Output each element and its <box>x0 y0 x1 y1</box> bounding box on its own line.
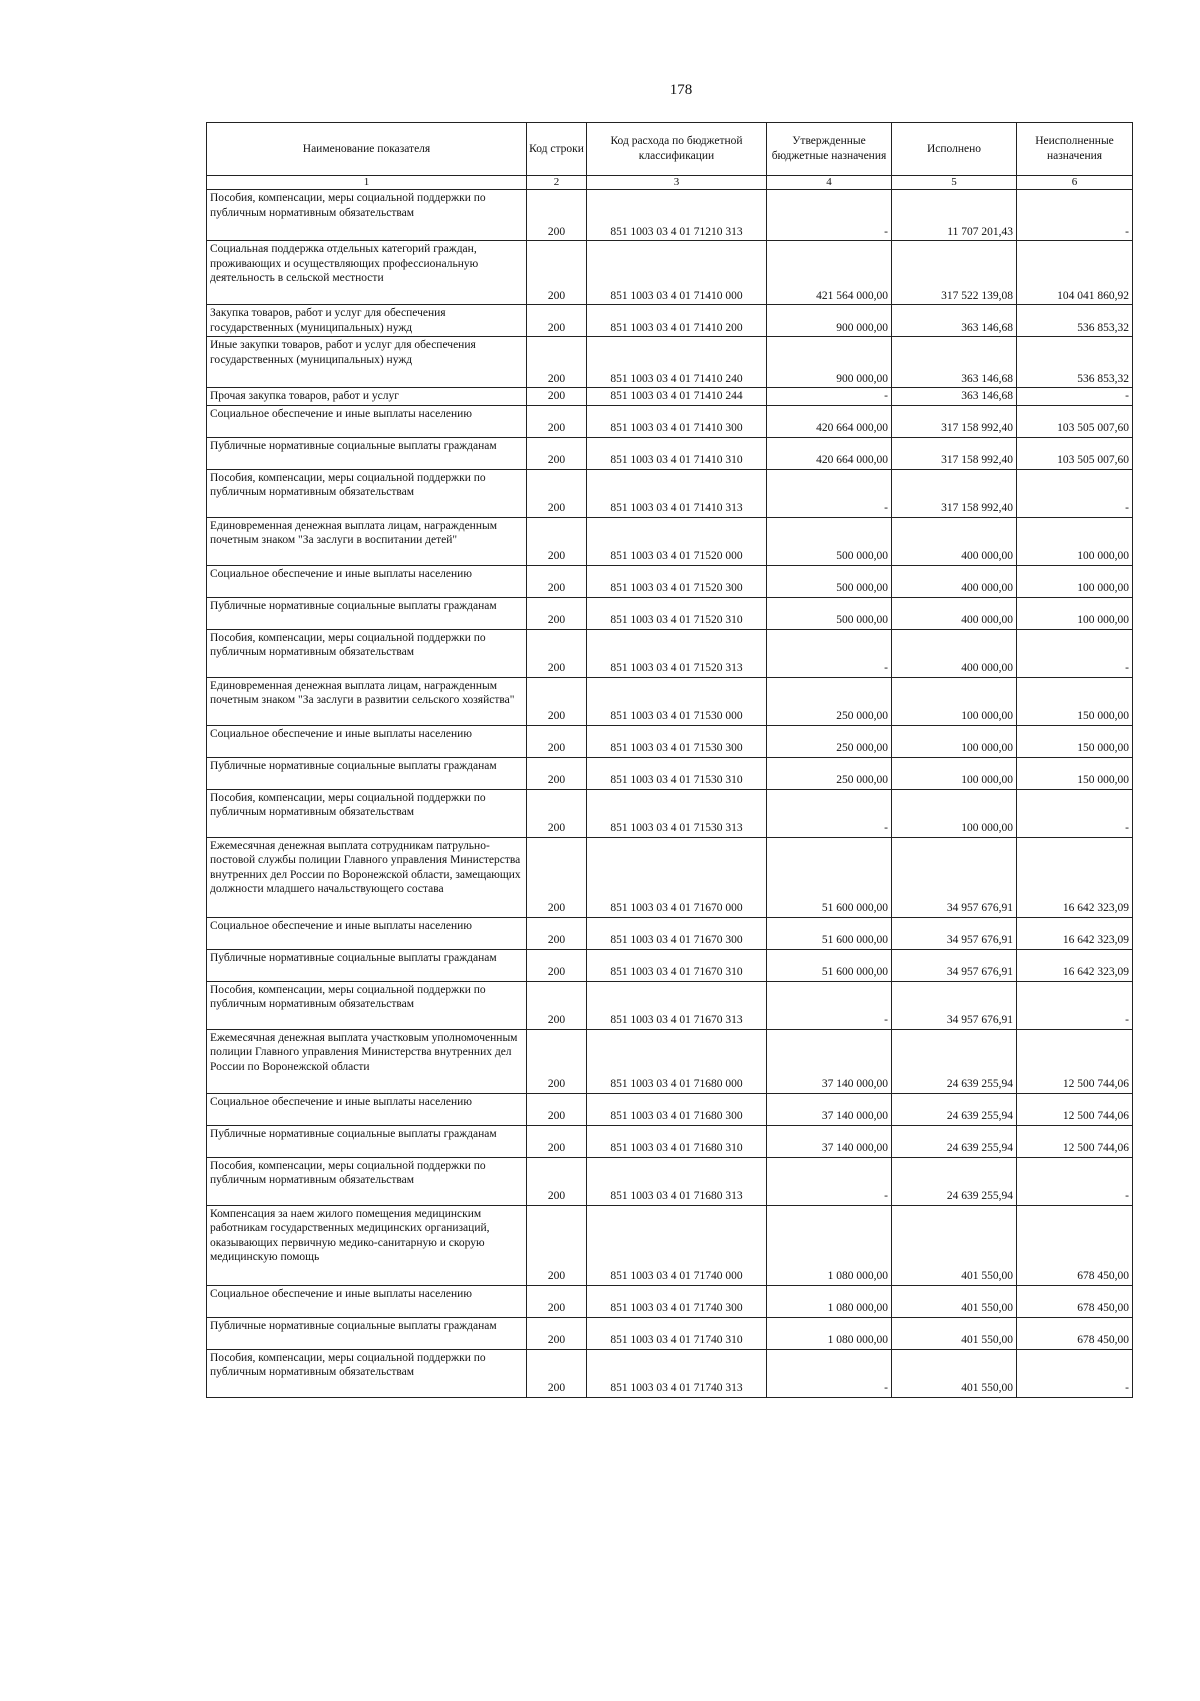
table-header-row <box>207 123 1133 176</box>
row-name: Ежемесячная денежная выплата сотрудникам патрульно-постовой службы полиции Главного управления Министерства внутренних дел России по Воронежской области, замещающих должности младшего начальствующего состава <box>207 837 527 917</box>
row-name: Социальное обеспечение и иные выплаты населению <box>207 917 527 949</box>
row-unexecuted: 12 500 744,06 <box>1017 1125 1133 1157</box>
row-approved: 1 080 000,00 <box>767 1317 892 1349</box>
row-line-code: 200 <box>527 305 587 337</box>
row-approved: 37 140 000,00 <box>767 1029 892 1093</box>
row-budget-code: 851 1003 03 4 01 71530 000 <box>587 677 767 725</box>
row-executed: 317 522 139,08 <box>892 241 1017 305</box>
row-unexecuted: 103 505 007,60 <box>1017 437 1133 469</box>
row-budget-code: 851 1003 03 4 01 71680 310 <box>587 1125 767 1157</box>
table-row <box>207 949 1133 981</box>
row-line-code: 200 <box>527 241 587 305</box>
row-approved: 1 080 000,00 <box>767 1285 892 1317</box>
table-row <box>207 337 1133 388</box>
row-approved: 51 600 000,00 <box>767 917 892 949</box>
page-number: 178 <box>669 82 693 98</box>
row-executed: 24 639 255,94 <box>892 1029 1017 1093</box>
row-budget-code: 851 1003 03 4 01 71680 300 <box>587 1093 767 1125</box>
table-row <box>207 597 1133 629</box>
row-budget-code: 851 1003 03 4 01 71410 200 <box>587 305 767 337</box>
row-name: Единовременная денежная выплата лицам, награжденным почетным знаком "За заслуги в развитии сельского хозяйства" <box>207 677 527 725</box>
row-executed: 24 639 255,94 <box>892 1125 1017 1157</box>
row-budget-code: 851 1003 03 4 01 71530 300 <box>587 725 767 757</box>
table-row <box>207 1205 1133 1285</box>
row-approved: 900 000,00 <box>767 305 892 337</box>
row-budget-code: 851 1003 03 4 01 71740 313 <box>587 1349 767 1397</box>
row-unexecuted: - <box>1017 1157 1133 1205</box>
row-executed: 11 707 201,43 <box>892 190 1017 241</box>
row-name: Публичные нормативные социальные выплаты гражданам <box>207 1317 527 1349</box>
row-budget-code: 851 1003 03 4 01 71740 310 <box>587 1317 767 1349</box>
table-row <box>207 1285 1133 1317</box>
row-unexecuted: 536 853,32 <box>1017 305 1133 337</box>
row-approved: - <box>767 629 892 677</box>
row-name: Социальное обеспечение и иные выплаты населению <box>207 405 527 437</box>
row-executed: 400 000,00 <box>892 517 1017 565</box>
table-row <box>207 757 1133 789</box>
row-line-code: 200 <box>527 597 587 629</box>
row-line-code: 200 <box>527 1205 587 1285</box>
row-approved: - <box>767 1349 892 1397</box>
row-approved: 250 000,00 <box>767 725 892 757</box>
row-executed: 317 158 992,40 <box>892 437 1017 469</box>
row-approved: 51 600 000,00 <box>767 949 892 981</box>
row-approved: 37 140 000,00 <box>767 1093 892 1125</box>
row-approved: 900 000,00 <box>767 337 892 388</box>
row-unexecuted: 150 000,00 <box>1017 725 1133 757</box>
row-executed: 317 158 992,40 <box>892 469 1017 517</box>
table-row <box>207 469 1133 517</box>
row-line-code: 200 <box>527 1029 587 1093</box>
row-name: Пособия, компенсации, меры социальной поддержки по публичным нормативным обязательствам <box>207 629 527 677</box>
row-budget-code: 851 1003 03 4 01 71670 000 <box>587 837 767 917</box>
column-number: 3 <box>587 176 767 190</box>
row-budget-code: 851 1003 03 4 01 71680 313 <box>587 1157 767 1205</box>
header-executed: Исполнено <box>892 123 1017 176</box>
row-budget-code: 851 1003 03 4 01 71740 000 <box>587 1205 767 1285</box>
row-unexecuted: 103 505 007,60 <box>1017 405 1133 437</box>
column-number-row <box>207 176 1133 190</box>
row-unexecuted: - <box>1017 388 1133 406</box>
header-unexecuted: Неисполненные назначения <box>1017 123 1133 176</box>
row-name: Публичные нормативные социальные выплаты гражданам <box>207 949 527 981</box>
column-number: 4 <box>767 176 892 190</box>
row-name: Публичные нормативные социальные выплаты гражданам <box>207 757 527 789</box>
row-executed: 363 146,68 <box>892 305 1017 337</box>
row-unexecuted: 150 000,00 <box>1017 757 1133 789</box>
row-unexecuted: 12 500 744,06 <box>1017 1029 1133 1093</box>
row-line-code: 200 <box>527 629 587 677</box>
row-unexecuted: 16 642 323,09 <box>1017 837 1133 917</box>
row-unexecuted: 12 500 744,06 <box>1017 1093 1133 1125</box>
table-row <box>207 1317 1133 1349</box>
row-line-code: 200 <box>527 981 587 1029</box>
row-budget-code: 851 1003 03 4 01 71520 313 <box>587 629 767 677</box>
row-approved: 1 080 000,00 <box>767 1205 892 1285</box>
table-row <box>207 517 1133 565</box>
row-name: Публичные нормативные социальные выплаты гражданам <box>207 597 527 629</box>
row-budget-code: 851 1003 03 4 01 71410 000 <box>587 241 767 305</box>
row-budget-code: 851 1003 03 4 01 71410 300 <box>587 405 767 437</box>
table-row <box>207 1157 1133 1205</box>
row-unexecuted: 678 450,00 <box>1017 1205 1133 1285</box>
row-executed: 100 000,00 <box>892 677 1017 725</box>
table-row <box>207 388 1133 406</box>
row-executed: 24 639 255,94 <box>892 1157 1017 1205</box>
row-unexecuted: 100 000,00 <box>1017 517 1133 565</box>
row-line-code: 200 <box>527 949 587 981</box>
table-row <box>207 837 1133 917</box>
row-executed: 363 146,68 <box>892 337 1017 388</box>
header-approved: Утвержденные бюджетные назначения <box>767 123 892 176</box>
row-approved: 250 000,00 <box>767 757 892 789</box>
row-name: Публичные нормативные социальные выплаты гражданам <box>207 437 527 469</box>
row-approved: - <box>767 789 892 837</box>
row-unexecuted: 150 000,00 <box>1017 677 1133 725</box>
row-approved: 420 664 000,00 <box>767 405 892 437</box>
row-approved: 37 140 000,00 <box>767 1125 892 1157</box>
row-unexecuted: 678 450,00 <box>1017 1317 1133 1349</box>
row-executed: 100 000,00 <box>892 757 1017 789</box>
row-executed: 24 639 255,94 <box>892 1093 1017 1125</box>
row-executed: 401 550,00 <box>892 1205 1017 1285</box>
row-budget-code: 851 1003 03 4 01 71410 240 <box>587 337 767 388</box>
row-executed: 317 158 992,40 <box>892 405 1017 437</box>
row-unexecuted: - <box>1017 629 1133 677</box>
table-row <box>207 725 1133 757</box>
row-budget-code: 851 1003 03 4 01 71530 310 <box>587 757 767 789</box>
column-number: 1 <box>207 176 527 190</box>
row-approved: - <box>767 981 892 1029</box>
row-executed: 400 000,00 <box>892 629 1017 677</box>
row-line-code: 200 <box>527 1285 587 1317</box>
row-approved: - <box>767 469 892 517</box>
row-executed: 363 146,68 <box>892 388 1017 406</box>
row-name: Иные закупки товаров, работ и услуг для обеспечения государственных (муниципальных) нужд <box>207 337 527 388</box>
row-line-code: 200 <box>527 1093 587 1125</box>
row-approved: - <box>767 388 892 406</box>
row-name: Социальное обеспечение и иные выплаты населению <box>207 725 527 757</box>
row-executed: 34 957 676,91 <box>892 949 1017 981</box>
row-approved: 500 000,00 <box>767 597 892 629</box>
row-line-code: 200 <box>527 677 587 725</box>
row-budget-code: 851 1003 03 4 01 71520 300 <box>587 565 767 597</box>
table-row <box>207 437 1133 469</box>
row-name: Единовременная денежная выплата лицам, награжденным почетным знаком "За заслуги в воспитании детей" <box>207 517 527 565</box>
row-unexecuted: 100 000,00 <box>1017 565 1133 597</box>
table-row <box>207 1349 1133 1397</box>
row-unexecuted: - <box>1017 469 1133 517</box>
row-budget-code: 851 1003 03 4 01 71670 310 <box>587 949 767 981</box>
table-body <box>207 190 1133 1398</box>
row-unexecuted: 100 000,00 <box>1017 597 1133 629</box>
row-executed: 34 957 676,91 <box>892 981 1017 1029</box>
row-budget-code: 851 1003 03 4 01 71520 000 <box>587 517 767 565</box>
header-line-code: Код строки <box>527 123 587 176</box>
row-line-code: 200 <box>527 1125 587 1157</box>
column-number: 2 <box>527 176 587 190</box>
header-name: Наименование показателя <box>207 123 527 176</box>
row-executed: 401 550,00 <box>892 1349 1017 1397</box>
row-executed: 100 000,00 <box>892 789 1017 837</box>
row-name: Пособия, компенсации, меры социальной поддержки по публичным нормативным обязательствам <box>207 469 527 517</box>
row-approved: 421 564 000,00 <box>767 241 892 305</box>
row-approved: - <box>767 1157 892 1205</box>
row-line-code: 200 <box>527 469 587 517</box>
row-name: Пособия, компенсации, меры социальной поддержки по публичным нормативным обязательствам <box>207 789 527 837</box>
row-line-code: 200 <box>527 437 587 469</box>
row-executed: 100 000,00 <box>892 725 1017 757</box>
row-budget-code: 851 1003 03 4 01 71740 300 <box>587 1285 767 1317</box>
row-approved: 250 000,00 <box>767 677 892 725</box>
row-budget-code: 851 1003 03 4 01 71670 313 <box>587 981 767 1029</box>
row-line-code: 200 <box>527 789 587 837</box>
row-name: Прочая закупка товаров, работ и услуг <box>207 388 527 406</box>
row-line-code: 200 <box>527 917 587 949</box>
row-executed: 34 957 676,91 <box>892 837 1017 917</box>
row-unexecuted: 16 642 323,09 <box>1017 949 1133 981</box>
table-row <box>207 1029 1133 1093</box>
row-name: Закупка товаров, работ и услуг для обеспечения государственных (муниципальных) нужд <box>207 305 527 337</box>
table-row <box>207 241 1133 305</box>
row-unexecuted: 678 450,00 <box>1017 1285 1133 1317</box>
table-row <box>207 917 1133 949</box>
row-name: Пособия, компенсации, меры социальной поддержки по публичным нормативным обязательствам <box>207 1349 527 1397</box>
row-budget-code: 851 1003 03 4 01 71520 310 <box>587 597 767 629</box>
row-approved: - <box>767 190 892 241</box>
row-approved: 500 000,00 <box>767 517 892 565</box>
row-budget-code: 851 1003 03 4 01 71530 313 <box>587 789 767 837</box>
row-line-code: 200 <box>527 757 587 789</box>
row-line-code: 200 <box>527 725 587 757</box>
row-executed: 401 550,00 <box>892 1285 1017 1317</box>
row-name: Социальное обеспечение и иные выплаты населению <box>207 565 527 597</box>
table-row <box>207 1093 1133 1125</box>
row-name: Социальное обеспечение и иные выплаты населению <box>207 1285 527 1317</box>
row-line-code: 200 <box>527 388 587 406</box>
row-budget-code: 851 1003 03 4 01 71670 300 <box>587 917 767 949</box>
row-name: Пособия, компенсации, меры социальной поддержки по публичным нормативным обязательствам <box>207 981 527 1029</box>
row-budget-code: 851 1003 03 4 01 71210 313 <box>587 190 767 241</box>
row-budget-code: 851 1003 03 4 01 71410 244 <box>587 388 767 406</box>
row-line-code: 200 <box>527 190 587 241</box>
row-line-code: 200 <box>527 337 587 388</box>
row-line-code: 200 <box>527 1349 587 1397</box>
table-row <box>207 629 1133 677</box>
column-number: 5 <box>892 176 1017 190</box>
row-name: Пособия, компенсации, меры социальной поддержки по публичным нормативным обязательствам <box>207 1157 527 1205</box>
row-unexecuted: 16 642 323,09 <box>1017 917 1133 949</box>
row-executed: 34 957 676,91 <box>892 917 1017 949</box>
row-unexecuted: - <box>1017 190 1133 241</box>
table-row <box>207 981 1133 1029</box>
row-executed: 400 000,00 <box>892 597 1017 629</box>
row-line-code: 200 <box>527 517 587 565</box>
table-row <box>207 190 1133 241</box>
row-approved: 500 000,00 <box>767 565 892 597</box>
row-approved: 51 600 000,00 <box>767 837 892 917</box>
row-line-code: 200 <box>527 1157 587 1205</box>
row-unexecuted: - <box>1017 981 1133 1029</box>
row-name: Пособия, компенсации, меры социальной поддержки по публичным нормативным обязательствам <box>207 190 527 241</box>
header-budget-code: Код расхода по бюджетной классификации <box>587 123 767 176</box>
row-executed: 401 550,00 <box>892 1317 1017 1349</box>
table-row <box>207 305 1133 337</box>
table-row <box>207 565 1133 597</box>
table-row <box>207 1125 1133 1157</box>
row-name: Ежемесячная денежная выплата участковым уполномоченным полиции Главного управления Министерства внутренних дел России по Воронежской области <box>207 1029 527 1093</box>
column-number: 6 <box>1017 176 1133 190</box>
table-row <box>207 405 1133 437</box>
row-name: Социальная поддержка отдельных категорий граждан, проживающих и осуществляющих профессиональную деятельность в сельской местности <box>207 241 527 305</box>
row-line-code: 200 <box>527 405 587 437</box>
budget-execution-table <box>206 122 1133 1398</box>
row-line-code: 200 <box>527 1317 587 1349</box>
table-row <box>207 789 1133 837</box>
row-name: Публичные нормативные социальные выплаты гражданам <box>207 1125 527 1157</box>
row-line-code: 200 <box>527 565 587 597</box>
row-name: Компенсация за наем жилого помещения медицинским работникам государственных медицинских организаций, оказывающих первичную медико-санитарную и скорую медицинскую помощь <box>207 1205 527 1285</box>
row-budget-code: 851 1003 03 4 01 71680 000 <box>587 1029 767 1093</box>
row-executed: 400 000,00 <box>892 565 1017 597</box>
row-line-code: 200 <box>527 837 587 917</box>
row-unexecuted: 104 041 860,92 <box>1017 241 1133 305</box>
row-budget-code: 851 1003 03 4 01 71410 313 <box>587 469 767 517</box>
row-approved: 420 664 000,00 <box>767 437 892 469</box>
row-name: Социальное обеспечение и иные выплаты населению <box>207 1093 527 1125</box>
row-unexecuted: 536 853,32 <box>1017 337 1133 388</box>
row-budget-code: 851 1003 03 4 01 71410 310 <box>587 437 767 469</box>
row-unexecuted: - <box>1017 789 1133 837</box>
table-row <box>207 677 1133 725</box>
row-unexecuted: - <box>1017 1349 1133 1397</box>
